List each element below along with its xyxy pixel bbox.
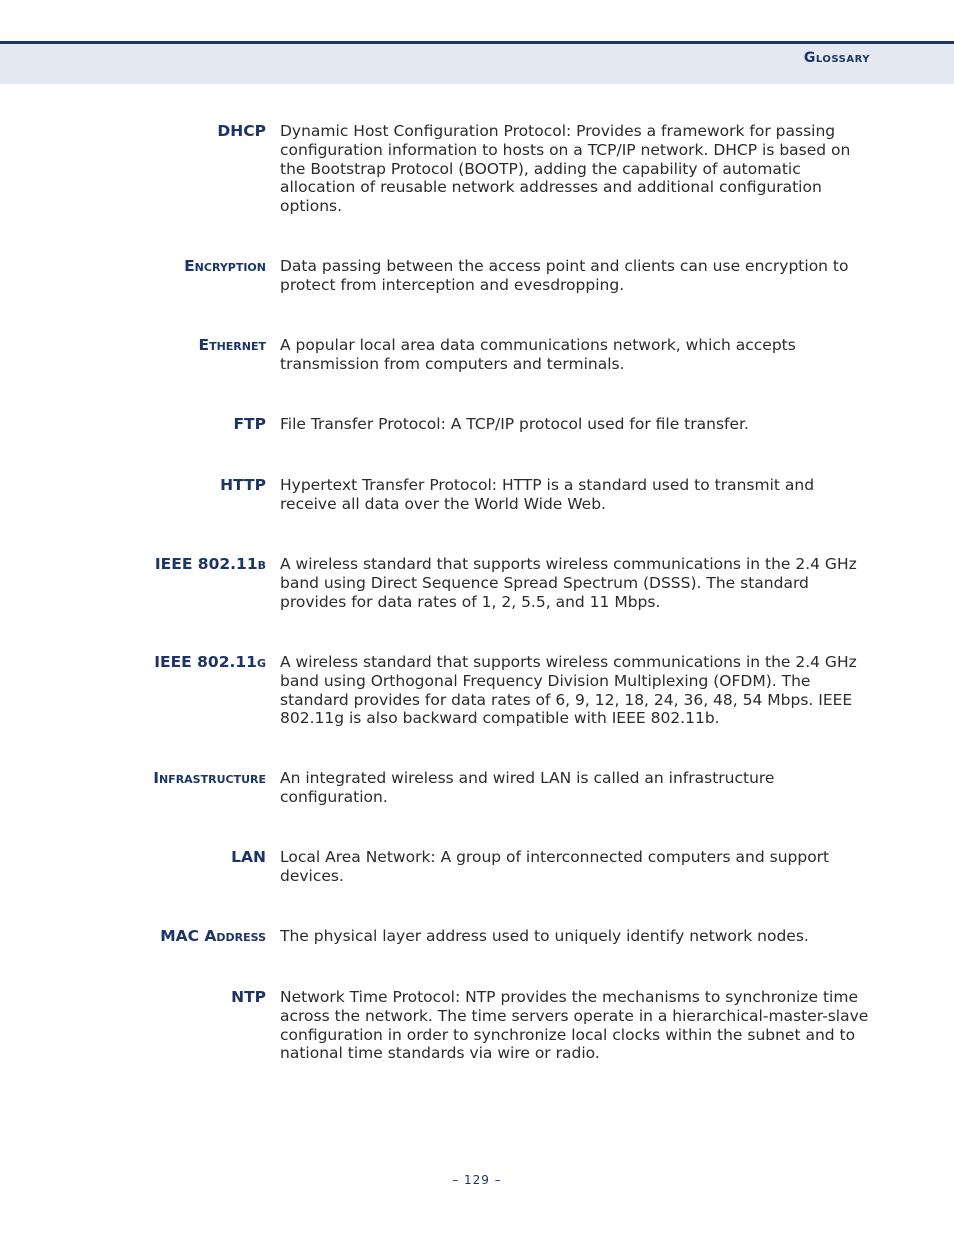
glossary-term: NTP: [231, 988, 266, 1006]
glossary-term: Encryption: [184, 257, 266, 275]
glossary-term: Infrastructure: [153, 769, 266, 787]
glossary-definition: A popular local area data communications network, which accepts transmission from computers and terminals.: [280, 336, 796, 373]
glossary-definition: The physical layer address used to uniquely identify network nodes.: [280, 927, 809, 945]
glossary-definition: An integrated wireless and wired LAN is called an infrastructure configuration.: [280, 769, 775, 806]
glossary-term: IEEE 802.11g: [154, 653, 266, 671]
glossary-term: LAN: [231, 848, 266, 866]
glossary-definition: File Transfer Protocol: A TCP/IP protocol used for file transfer.: [280, 415, 749, 433]
glossary-term: Ethernet: [198, 336, 266, 354]
glossary-definition: Network Time Protocol: NTP provides the mechanisms to synchronize time across the network. The time servers operate in a hierarchical-master-slave configuration in order to synchronize local clocks within the subnet and to national time standards via wire or radio.: [280, 988, 869, 1063]
glossary-term: HTTP: [220, 476, 266, 494]
glossary-definition: Dynamic Host Configuration Protocol: Provides a framework for passing configuration information to hosts on a TCP/IP network. DHCP is based on the Bootstrap Protocol (BOOTP), adding the capability of automatic allocation of reusable network addresses and additional configuration options.: [280, 122, 851, 216]
page-number: – 129 –: [452, 1173, 502, 1187]
chapter-title: Glossary: [803, 50, 870, 66]
glossary-term: IEEE 802.11b: [154, 555, 266, 573]
glossary-term: MAC Address: [160, 927, 266, 945]
glossary-term: FTP: [233, 415, 266, 433]
glossary-definition: A wireless standard that supports wireless communications in the 2.4 GHz band using Direct Sequence Spread Spectrum (DSSS). The standard provides for data rates of 1, 2, 5.5, and 11 Mbps.: [280, 555, 857, 611]
glossary-definition: A wireless standard that supports wireless communications in the 2.4 GHz band using Orthogonal Frequency Division Multiplexing (OFDM). The standard provides for data rates of 6, 9, 12, 18, 24, 36, 48, 54 Mbps. IEEE 802.11g is also backward compatible with IEEE 802.11b.: [280, 653, 857, 728]
glossary-term: DHCP: [217, 122, 266, 140]
glossary-definition: Hypertext Transfer Protocol: HTTP is a standard used to transmit and receive all data over the World Wide Web.: [280, 476, 815, 513]
glossary-definition: Local Area Network: A group of interconnected computers and support devices.: [280, 848, 830, 885]
header-band: [0, 41, 954, 84]
glossary-definition: Data passing between the access point and clients can use encryption to protect from interception and evesdropping.: [280, 257, 849, 294]
